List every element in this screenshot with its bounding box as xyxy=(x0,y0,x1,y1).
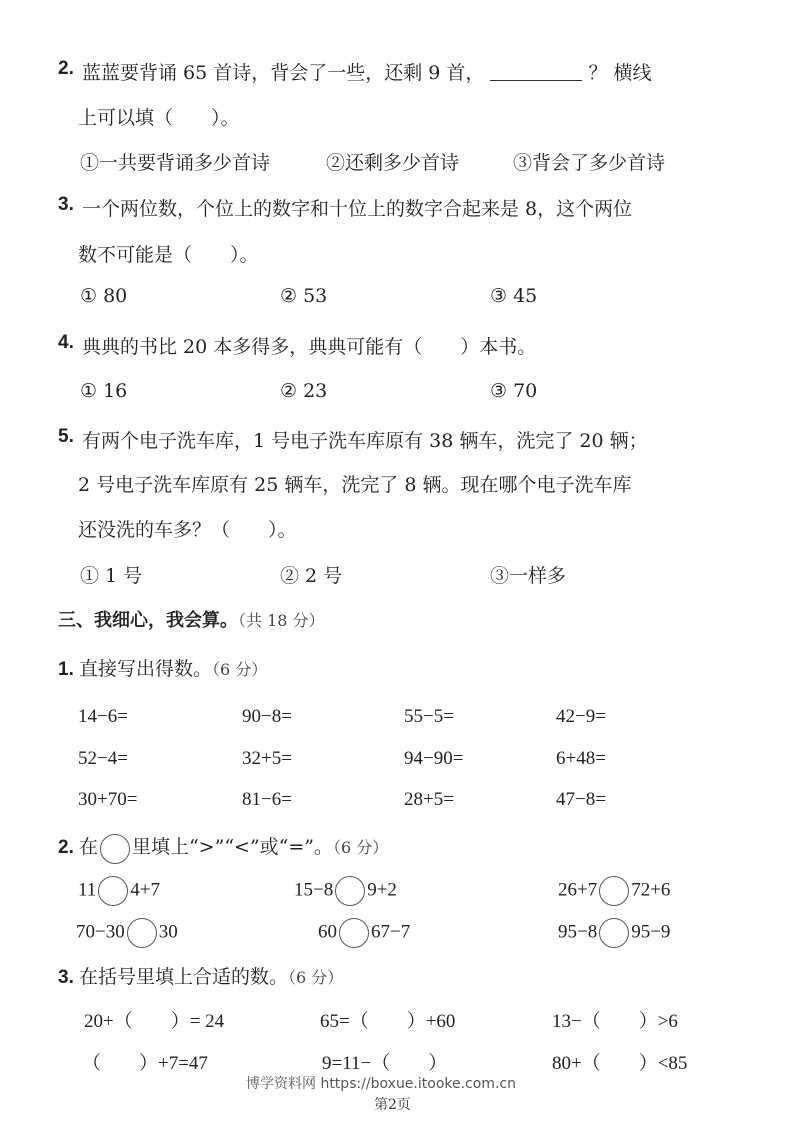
fill-2-3[interactable]: 80+（ ）<85 xyxy=(552,1053,688,1074)
q3-option-2[interactable]: ② 53 xyxy=(280,285,328,307)
s1-heading xyxy=(58,654,267,681)
fill-2-2[interactable]: 9=11−（ ） xyxy=(322,1053,448,1074)
compare-right: 9+2 xyxy=(367,879,397,901)
s3-score: （6 分） xyxy=(287,968,344,987)
calc-2-4[interactable]: 6+48= xyxy=(556,748,606,769)
compare-right: 67−7 xyxy=(371,921,411,943)
fill-1-2[interactable]: 65=（ ）+60 xyxy=(320,1011,456,1032)
calc-3-2[interactable]: 81−6= xyxy=(242,789,292,810)
compare-right: 95−9 xyxy=(631,921,671,943)
compare-item-4 xyxy=(76,918,178,948)
compare-left: 26+7 xyxy=(558,879,598,901)
s2-number: 2. xyxy=(58,837,74,858)
q2-line1-text: 蓝蓝要背诵 65 首诗，背会了一些，还剩 9 首， xyxy=(82,62,485,84)
q3-line1: 一个两位数，个位上的数字和十位上的数字合起来是 8，这个两位 xyxy=(82,198,633,220)
s1-title: 直接写出得数。 xyxy=(78,658,212,680)
section3-score: （共 18 分） xyxy=(238,611,325,630)
compare-item-3 xyxy=(558,876,670,906)
calc-1-1[interactable]: 14−6= xyxy=(78,706,128,727)
compare-left: 60 xyxy=(318,921,337,943)
page-number: 第2页 xyxy=(374,1097,411,1113)
q2-option-3[interactable]: ③背会了多少首诗 xyxy=(513,152,666,174)
q4-line1: 典典的书比 20 本多得多，典典可能有（ ）本书。 xyxy=(82,336,537,358)
calc-3-4[interactable]: 47−8= xyxy=(556,789,606,810)
q5-line1: 有两个电子洗车库，1 号电子洗车库原有 38 辆车，洗完了 20 辆； xyxy=(82,430,648,452)
s2-score: （6 分） xyxy=(333,838,389,857)
s3-number: 3. xyxy=(58,967,74,988)
q5-number: 5. xyxy=(58,426,74,447)
compare-left: 11 xyxy=(78,879,97,901)
q4-option-2[interactable]: ② 23 xyxy=(280,380,328,402)
section3-title: 三、我细心，我会算。 xyxy=(58,610,238,631)
compare-circle[interactable] xyxy=(98,876,128,906)
circle-icon xyxy=(100,834,130,864)
q3-option-1[interactable]: ① 80 xyxy=(80,285,128,307)
calc-2-1[interactable]: 52−4= xyxy=(78,748,128,769)
calc-2-3[interactable]: 94−90= xyxy=(404,748,464,769)
compare-item-2 xyxy=(294,876,397,906)
s2-title-a: 在 xyxy=(78,836,98,858)
compare-left: 15−8 xyxy=(294,879,334,901)
q5-line2: 2 号电子洗车库原有 25 辆车，洗完了 8 辆。现在哪个电子洗车库 xyxy=(78,474,632,496)
compare-circle[interactable] xyxy=(599,918,629,948)
s3-heading xyxy=(58,962,343,989)
calc-1-3[interactable]: 55−5= xyxy=(404,706,454,727)
q5-line3: 还没洗的车多？（ ）。 xyxy=(78,519,297,541)
q5-option-2[interactable]: ② 2 号 xyxy=(280,565,343,587)
calc-2-2[interactable]: 32+5= xyxy=(242,748,292,769)
compare-left: 70−30 xyxy=(76,921,125,943)
section3-heading xyxy=(58,606,325,632)
fill-1-1[interactable]: 20+（ ）= 24 xyxy=(84,1011,225,1032)
q3-option-3[interactable]: ③ 45 xyxy=(490,285,538,307)
compare-right: 30 xyxy=(158,921,178,943)
s1-number: 1. xyxy=(58,659,74,680)
s2-title-b: 里填上“>”“<”或“=”。 xyxy=(131,836,334,858)
compare-item-6 xyxy=(558,918,670,948)
q2-answer-blank[interactable] xyxy=(490,62,582,81)
s1-score: （6 分） xyxy=(211,660,268,679)
calc-3-1[interactable]: 30+70= xyxy=(78,789,138,810)
q2-line2: 上可以填（ ）。 xyxy=(78,107,240,129)
q4-option-3[interactable]: ③ 70 xyxy=(490,380,538,402)
compare-left: 95−8 xyxy=(558,921,598,943)
q2-line1-tail: ？ 横线 xyxy=(588,62,652,84)
compare-circle[interactable] xyxy=(335,876,365,906)
q2-option-1[interactable]: ①一共要背诵多少首诗 xyxy=(80,152,271,174)
calc-1-2[interactable]: 90−8= xyxy=(242,706,292,727)
fill-1-3[interactable]: 13−（ ）>6 xyxy=(552,1011,678,1032)
compare-right: 72+6 xyxy=(631,879,671,901)
q2-line1 xyxy=(82,58,651,85)
compare-item-5 xyxy=(318,918,410,948)
q2-option-2[interactable]: ②还剩多少首诗 xyxy=(326,152,460,174)
s2-heading xyxy=(58,832,388,864)
fill-2-1[interactable]: （ ）+7=47 xyxy=(82,1053,208,1074)
s3-title: 在括号里填上合适的数。 xyxy=(78,966,288,988)
q5-option-3[interactable]: ③一样多 xyxy=(490,565,567,587)
calc-3-3[interactable]: 28+5= xyxy=(404,789,454,810)
q5-option-1[interactable]: ① 1 号 xyxy=(80,565,143,587)
compare-circle[interactable] xyxy=(127,918,157,948)
compare-right: 4+7 xyxy=(130,879,161,901)
q3-number: 3. xyxy=(58,194,74,215)
q4-number: 4. xyxy=(58,332,74,353)
compare-circle[interactable] xyxy=(599,876,629,906)
calc-1-4[interactable]: 42−9= xyxy=(556,706,606,727)
q3-line2: 数不可能是（ ）。 xyxy=(78,244,259,266)
q4-option-1[interactable]: ① 16 xyxy=(80,380,128,402)
compare-item-1 xyxy=(78,876,160,906)
compare-circle[interactable] xyxy=(339,918,369,948)
q2-number: 2. xyxy=(58,58,74,79)
watermark-url: 博学资料网 https://boxue.itooke.com.cn xyxy=(246,1076,516,1092)
